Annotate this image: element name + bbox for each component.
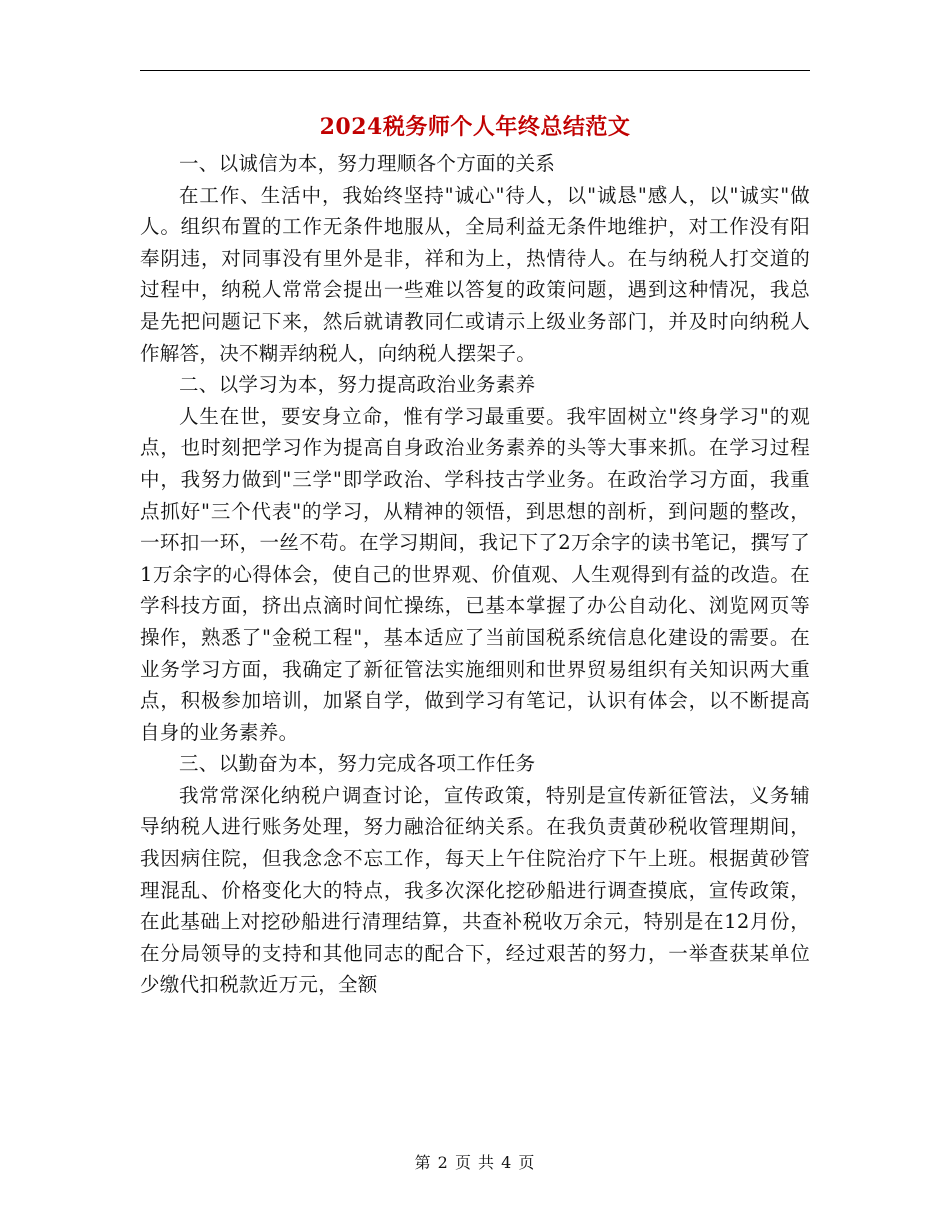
header-rule [140,70,810,71]
paragraph-2: 人生在世，要安身立命，惟有学习最重要。我牢固树立"终身学习"的观点，也时刻把学习作为提高自身政治业务素养的头等大事来抓。在学习过程中，我努力做到"三学"即学政治、学科技古学业务。在政治学习方面，我重点抓好"三个代表"的学习，从精神的领悟，到思想的剖析，到问题的整改，一环扣一环，一丝不苟。在学习期间，我记下了2万余字的读书笔记，撰写了1万余字的心得体会，使自己的世界观、价值观、人生观得到有益的改造。在学科技方面，挤出点滴时间忙操练，已基本掌握了办公自动化、浏览网页等操作，熟悉了"金税工程"，基本适应了当前国税系统信息化建设的需要。在业务学习方面，我确定了新征管法实施细则和世界贸易组织有关知识两大重点，积极参加培训，加紧自学，做到学习有笔记，认识有体会，以不断提高自身的业务素养。 [140,404,810,744]
page-number: 第 2 页 共 4 页 [414,1153,536,1172]
section-heading-3: 三、以勤奋为本，努力完成各项工作任务 [179,752,536,776]
paragraph-1: 在工作、生活中，我始终坚持"诚心"待人，以"诚恳"感人，以"诚实"做人。组织布置的工作无条件地服从，全局利益无条件地维护，对工作没有阳奉阴违，对同事没有里外是非，祥和为上，热情待人。在与纳税人打交道的过程中，纳税人常常会提出一些难以答复的政策问题，遇到这种情况，我总是先把问题记下来，然后就请教同仁或请示上级业务部门，并及时向纳税人作解答，决不糊弄纳税人，向纳税人摆架子。 [140,183,810,365]
paragraph-3: 我常常深化纳税户调查讨论，宣传政策，特别是宣传新征管法，义务辅导纳税人进行账务处理，努力融洽征纳关系。在我负责黄砂税收管理期间，我因病住院，但我念念不忘工作，每天上午住院治疗下午上班。根据黄砂管理混乱、价格变化大的特点，我多次深化挖砂船进行调查摸底，宣传政策，在此基础上对挖砂船进行清理结算，共查补税收万余元，特别是在12月份，在分局领导的支持和其他同志的配合下，经过艰苦的努力，一举查获某单位少缴代扣税款近万元，全额 [140,783,810,997]
document-body [140,148,810,1001]
document-title: 2024税务师个人年终总结范文 [319,114,631,140]
section-heading-2: 二、以学习为本，努力提高政治业务素养 [179,373,536,397]
section-heading-1: 一、以诚信为本，努力理顺各个方面的关系 [179,152,556,175]
